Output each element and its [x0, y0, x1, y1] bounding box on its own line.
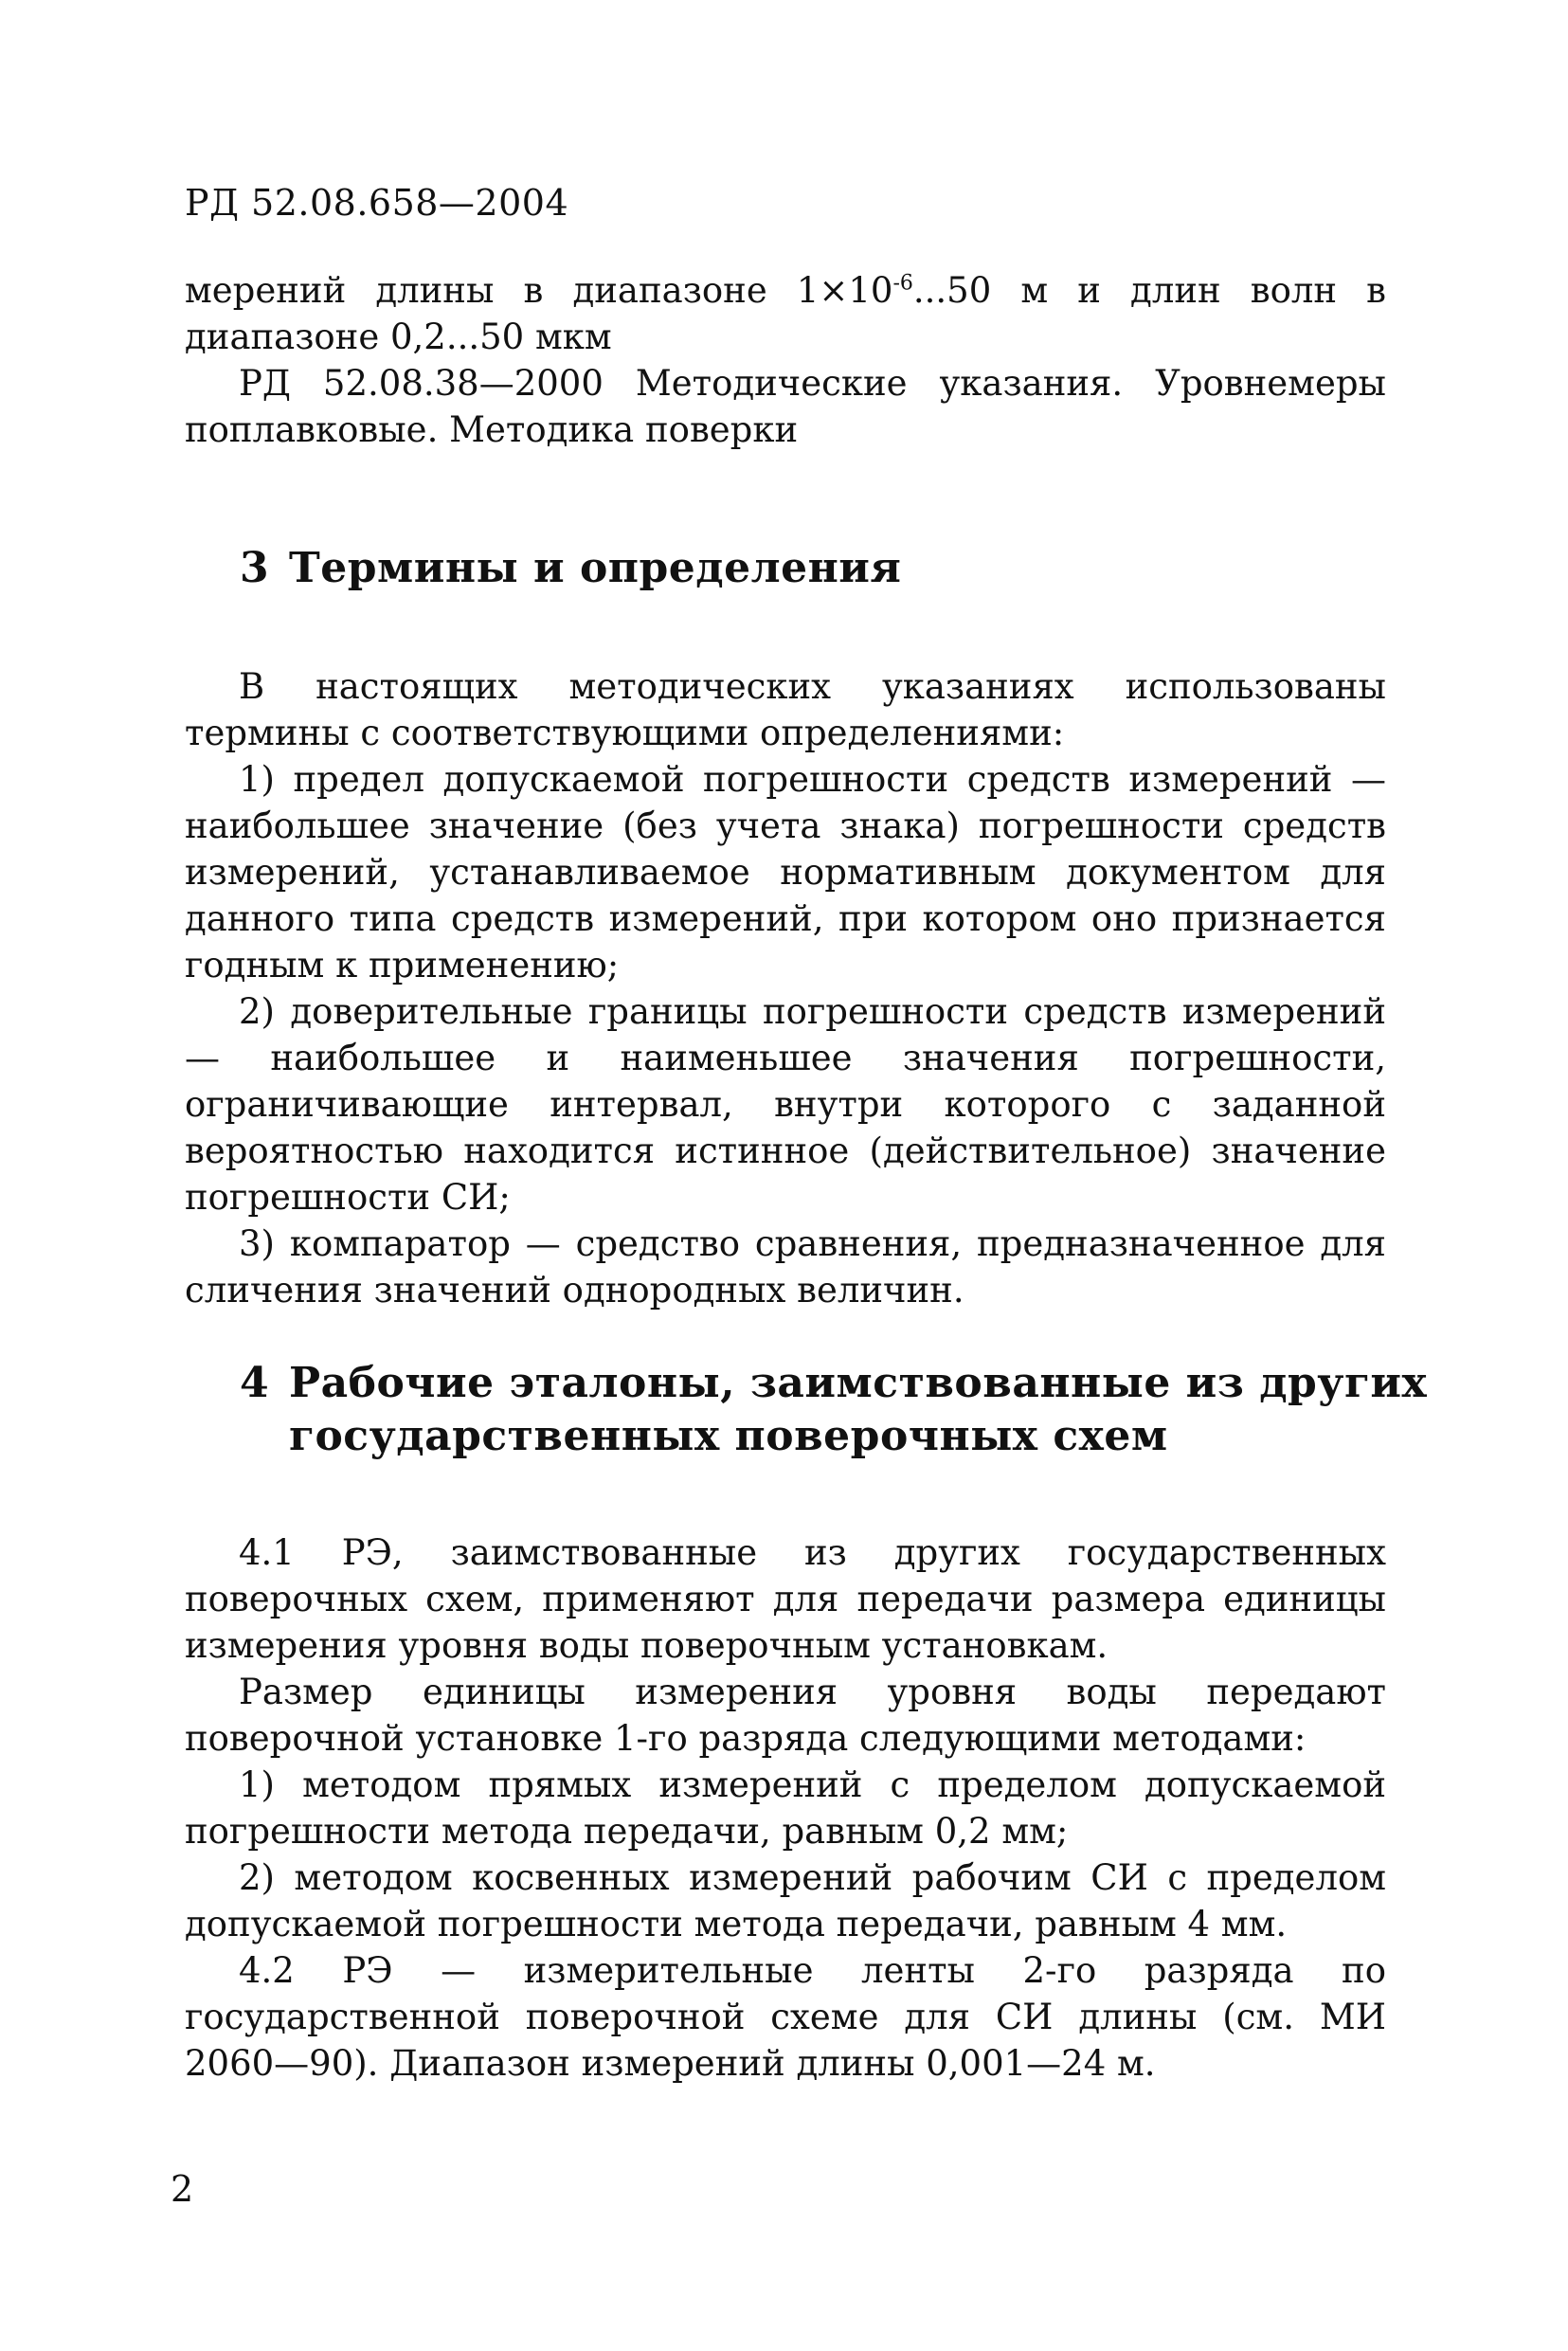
section-4-body	[185, 1529, 1386, 2087]
section-3-definition-1: 1) предел допускаемой погрешности средств измерений — наибольшее значение (без учета знака) погрешности средств измерений, устанавливаемое нормативным документом для данного типа средств измерений, при котором оно признается годным к применению;	[185, 759, 1386, 986]
section-4-paragraph: Размер единицы измерения уровня воды передают поверочной установке 1-го разряда следующими методами:	[185, 1672, 1386, 1759]
clause-4-2: 4.2 РЭ — измерительные ленты 2-го разряда по государственной поверочной схеме для СИ длины (см. МИ 2060—90). Диапазон измерений длины 0,001—24 м.	[185, 1950, 1386, 2084]
section-4-title-line-2: государственных поверочных схем	[289, 1412, 1168, 1460]
section-3-definition-3: 3) компаратор — средство сравнения, предназначенное для сличения значений однородных величин.	[185, 1223, 1386, 1311]
section-4-title-line-1	[240, 1357, 1427, 1410]
reference-rd-52-08-38: РД 52.08.38—2000 Методические указания. Уровнемеры поплавковые. Методика поверки	[185, 363, 1386, 450]
intro-line-part2: ...50 м и длин волн в диапазоне 0,2...50 мкм	[185, 270, 1386, 357]
method-1: 1) методом прямых измерений с пределом допускаемой погрешности метода передачи, равным 0,2 мм;	[185, 1764, 1386, 1852]
section-3-title: Термины и определения	[289, 544, 902, 592]
section-4-number: 4	[240, 1359, 270, 1407]
section-4-title-part-1: Рабочие эталоны, заимствованные из других	[289, 1359, 1428, 1407]
section-4-heading	[240, 1357, 1427, 1463]
method-2: 2) методом косвенных измерений рабочим СИ с пределом допускаемой погрешности метода передачи, равным 4 мм.	[185, 1857, 1386, 1944]
clause-4-1: 4.1 РЭ, заимствованные из других государственных поверочных схем, применяют для передачи размера единицы измерения уровня воды поверочным установкам.	[185, 1532, 1386, 1666]
section-3-definition-2: 2) доверительные границы погрешности средств измерений — наибольшее и наименьшее значения погрешности, ограничивающие интервал, внутри которого с заданной вероятностью находится истинное (действительное) значение погрешности СИ;	[185, 991, 1386, 1218]
section-3-heading	[240, 542, 901, 595]
section-3-paragraph: В настоящих методических указаниях использованы термины с соответствующими определениями:	[185, 666, 1386, 753]
running-header: РД 52.08.658—2004	[185, 182, 569, 224]
section-3-body	[185, 663, 1386, 1313]
intro-continuation	[185, 267, 1386, 360]
page-number: 2	[171, 2168, 194, 2210]
intro-line-part1: мерений длины в диапазоне 1×10	[185, 270, 893, 311]
section-3-number: 3	[240, 544, 270, 592]
intro-block	[185, 267, 1386, 453]
intro-exponent: -6	[892, 271, 913, 296]
